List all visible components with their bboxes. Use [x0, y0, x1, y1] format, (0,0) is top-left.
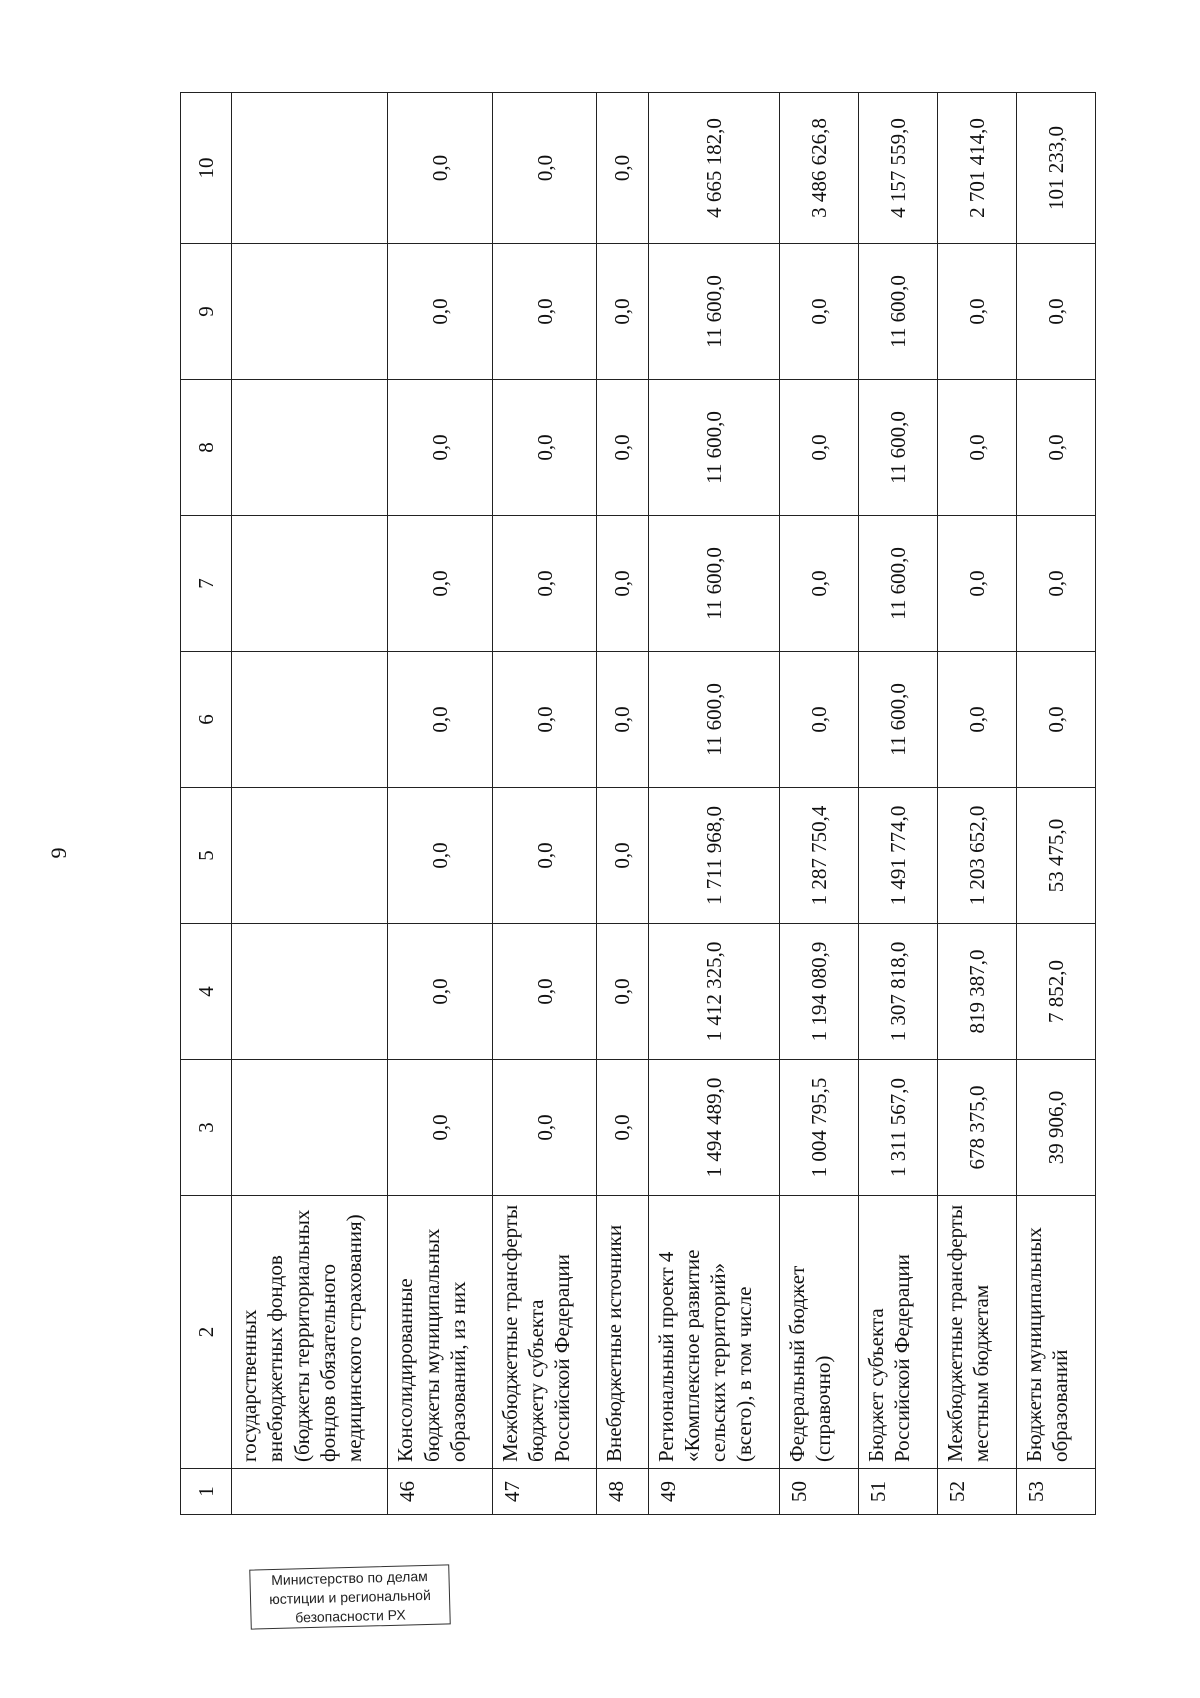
row-number: 52 — [937, 1469, 1016, 1515]
value-cell: 0,0 — [937, 652, 1016, 788]
value-cell: 53 475,0 — [1016, 788, 1095, 924]
value-cell: 0,0 — [492, 93, 597, 244]
value-cell: 1 311 567,0 — [858, 1060, 937, 1196]
stamp-line: безопасности РХ — [295, 1606, 406, 1626]
column-header: 5 — [181, 788, 232, 924]
table-row — [597, 93, 648, 1515]
value-cell: 0,0 — [492, 380, 597, 516]
value-cell: 1 004 795,5 — [779, 1060, 858, 1196]
value-cell: 39 906,0 — [1016, 1060, 1095, 1196]
value-cell: 0,0 — [388, 652, 493, 788]
value-cell: 0,0 — [597, 1060, 648, 1196]
value-cell: 0,0 — [492, 788, 597, 924]
page-number: 9 — [46, 847, 71, 859]
value-cell: 0,0 — [388, 1060, 493, 1196]
value-cell — [232, 516, 388, 652]
table-row — [492, 93, 597, 1515]
value-cell: 0,0 — [1016, 652, 1095, 788]
value-cell: 0,0 — [492, 1060, 597, 1196]
value-cell: 0,0 — [597, 924, 648, 1060]
ministry-stamp — [249, 1564, 451, 1629]
table-row — [232, 93, 388, 1515]
value-cell: 1 287 750,4 — [779, 788, 858, 924]
value-cell: 0,0 — [937, 516, 1016, 652]
value-cell: 101 233,0 — [1016, 93, 1095, 244]
value-cell: 0,0 — [779, 652, 858, 788]
table-row — [388, 93, 493, 1515]
value-cell — [232, 380, 388, 516]
row-label: Федеральный бюджет (справочно) — [779, 1196, 858, 1469]
column-header: 8 — [181, 380, 232, 516]
value-cell: 11 600,0 — [858, 652, 937, 788]
row-number — [232, 1469, 388, 1515]
value-cell: 0,0 — [388, 924, 493, 1060]
row-number: 46 — [388, 1469, 493, 1515]
column-header: 10 — [181, 93, 232, 244]
value-cell: 11 600,0 — [858, 380, 937, 516]
row-number: 51 — [858, 1469, 937, 1515]
row-label: Региональный проект 4 «Комплексное развитие сельских территорий» (всего), в том числе — [648, 1196, 779, 1469]
row-number: 49 — [648, 1469, 779, 1515]
value-cell: 0,0 — [779, 516, 858, 652]
column-header: 6 — [181, 652, 232, 788]
value-cell: 0,0 — [492, 924, 597, 1060]
table-row — [858, 93, 937, 1515]
header-row — [181, 93, 232, 1515]
stamp-line: юстиции и региональной — [269, 1586, 431, 1608]
value-cell: 11 600,0 — [648, 380, 779, 516]
row-label: Межбюджетные трансферты местным бюджетам — [937, 1196, 1016, 1469]
value-cell: 11 600,0 — [858, 244, 937, 380]
column-header: 9 — [181, 244, 232, 380]
row-label: Консолидированные бюджеты муниципальных образований, из них — [388, 1196, 493, 1469]
value-cell — [232, 788, 388, 924]
value-cell: 4 665 182,0 — [648, 93, 779, 244]
column-header: 1 — [181, 1469, 232, 1515]
row-label: государственных внебюджетных фондов (бюджеты территориальных фондов обязательного медицинского страхования) — [232, 1196, 388, 1469]
value-cell: 1 307 818,0 — [858, 924, 937, 1060]
row-number: 47 — [492, 1469, 597, 1515]
value-cell: 1 194 080,9 — [779, 924, 858, 1060]
row-label: Внебюджетные источники — [597, 1196, 648, 1469]
column-header: 2 — [181, 1196, 232, 1469]
value-cell — [232, 244, 388, 380]
value-cell: 0,0 — [492, 244, 597, 380]
table-row — [937, 93, 1016, 1515]
value-cell: 0,0 — [779, 244, 858, 380]
value-cell: 678 375,0 — [937, 1060, 1016, 1196]
value-cell: 0,0 — [597, 516, 648, 652]
value-cell: 0,0 — [492, 516, 597, 652]
column-header: 7 — [181, 516, 232, 652]
value-cell: 1 491 774,0 — [858, 788, 937, 924]
value-cell — [232, 93, 388, 244]
value-cell: 0,0 — [388, 93, 493, 244]
value-cell: 0,0 — [388, 380, 493, 516]
row-number: 53 — [1016, 1469, 1095, 1515]
value-cell: 0,0 — [1016, 380, 1095, 516]
value-cell: 4 157 559,0 — [858, 93, 937, 244]
value-cell: 11 600,0 — [648, 244, 779, 380]
value-cell: 11 600,0 — [648, 516, 779, 652]
row-number: 50 — [779, 1469, 858, 1515]
value-cell: 0,0 — [597, 93, 648, 244]
value-cell: 11 600,0 — [858, 516, 937, 652]
value-cell: 2 701 414,0 — [937, 93, 1016, 244]
table-row — [648, 93, 779, 1515]
row-label: Бюджеты муниципальных образований — [1016, 1196, 1095, 1469]
value-cell: 0,0 — [937, 380, 1016, 516]
table-row — [1016, 93, 1095, 1515]
value-cell: 0,0 — [779, 380, 858, 516]
value-cell: 0,0 — [1016, 244, 1095, 380]
value-cell: 1 412 325,0 — [648, 924, 779, 1060]
value-cell: 0,0 — [937, 244, 1016, 380]
value-cell: 3 486 626,8 — [779, 93, 858, 244]
row-label: Бюджет субъекта Российской Федерации — [858, 1196, 937, 1469]
value-cell: 0,0 — [597, 380, 648, 516]
value-cell — [232, 652, 388, 788]
value-cell — [232, 1060, 388, 1196]
value-cell: 1 494 489,0 — [648, 1060, 779, 1196]
column-header: 4 — [181, 924, 232, 1060]
budget-table — [180, 92, 1096, 1515]
value-cell: 11 600,0 — [648, 652, 779, 788]
table-row — [779, 93, 858, 1515]
value-cell — [232, 924, 388, 1060]
value-cell: 7 852,0 — [1016, 924, 1095, 1060]
value-cell: 0,0 — [1016, 516, 1095, 652]
row-number: 48 — [597, 1469, 648, 1515]
value-cell: 0,0 — [388, 516, 493, 652]
row-label: Межбюджетные трансферты бюджету субъекта Российской Федерации — [492, 1196, 597, 1469]
value-cell: 0,0 — [597, 652, 648, 788]
value-cell: 0,0 — [597, 244, 648, 380]
stamp-line: Министерство по делам — [271, 1567, 428, 1589]
value-cell: 1 203 652,0 — [937, 788, 1016, 924]
column-header: 3 — [181, 1060, 232, 1196]
value-cell: 0,0 — [388, 244, 493, 380]
value-cell: 1 711 968,0 — [648, 788, 779, 924]
value-cell: 0,0 — [388, 788, 493, 924]
budget-table-body — [181, 93, 1096, 1515]
budget-table-rotated — [180, 93, 1096, 1515]
value-cell: 819 387,0 — [937, 924, 1016, 1060]
value-cell: 0,0 — [597, 788, 648, 924]
value-cell: 0,0 — [492, 652, 597, 788]
